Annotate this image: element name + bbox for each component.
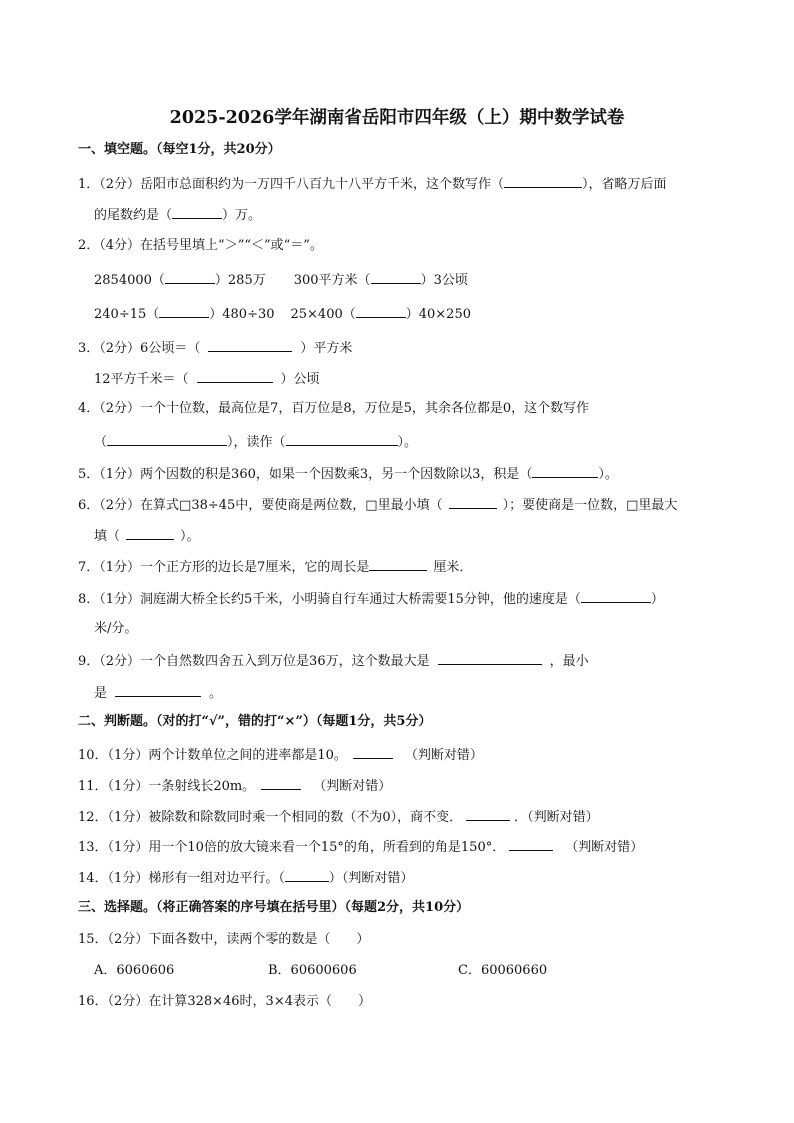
question-14-line-1 (78, 867, 413, 887)
question-6-line-2 (94, 525, 200, 545)
question-3-text-b: ）平方米 (300, 341, 353, 356)
question-10-line-1 (78, 744, 483, 764)
question-9-text-c: 是 (94, 686, 108, 701)
question-6-text-a: 6．（2分）在算式□38÷45中，要使商是两位数，□里最小填（ (78, 498, 443, 513)
question-4-text-b: （ (94, 435, 108, 450)
answer-blank[interactable] (356, 303, 406, 318)
question-6-text-c: 填（ (94, 529, 121, 544)
question-13-text-b: （判断对错） (565, 840, 644, 855)
question-1-line-1 (78, 173, 667, 193)
answer-blank[interactable] (197, 368, 273, 383)
section-true-false: 二、判断题。（对的打“√”，错的打“×”）（每题1分，共5分） (78, 714, 432, 729)
question-2-r1c: 300平方米（ (293, 273, 371, 288)
question-4-line-2 (94, 431, 417, 451)
question-1-text-b: ），省略万后面 (582, 177, 667, 192)
question-3-line-1 (78, 337, 352, 357)
question-14-text-a: 14．（1分）梯形有一组对边平行。（ (78, 871, 285, 886)
question-8-text-b: ） (650, 592, 664, 607)
option-c[interactable]: C．60060660 (458, 963, 548, 978)
question-9-text-b: ，最小 (549, 654, 589, 669)
question-5-text-a: 5．（1分）两个因数的积是360，如果一个因数乘3，另一个因数除以3，积是（ (78, 467, 533, 482)
question-2-r2b: ）480÷30 (209, 307, 275, 322)
question-2-row-1 (94, 269, 468, 289)
question-8-line-1 (78, 588, 664, 608)
question-9-line-2 (94, 682, 222, 702)
question-15-line-1: 15．（2分）下面各数中，读两个零的数是（ ） (78, 932, 370, 947)
section-multiple-choice: 三、选择题。（将正确答案的序号填在括号里）（每题2分，共10分） (78, 900, 470, 915)
question-3-text-c: 12平方千米＝（ (94, 372, 189, 387)
answer-blank[interactable] (371, 269, 421, 284)
question-1-text-a: 1．（2分）岳阳市总面积约为一万四千八百九十八平方千米，这个数写作（ (78, 177, 505, 192)
question-4-text-c: ），读作（ (227, 435, 286, 450)
question-7-line-1 (78, 556, 472, 576)
question-4-text-d: ）。 (397, 435, 418, 450)
question-1-text-d: ）万。 (222, 208, 262, 223)
question-3-text-d: ）公顷 (280, 372, 320, 387)
answer-blank[interactable] (369, 556, 427, 571)
question-7-text-b: 厘米． (433, 560, 473, 575)
answer-blank[interactable] (115, 682, 201, 697)
question-2-r1b: ）285万 (214, 273, 266, 288)
question-2-r2d: ）40×250 (405, 307, 471, 322)
question-2-row-2 (94, 303, 471, 323)
question-12-text-a: 12．（1分）被除数和除数同时乘一个相同的数（不为0），商不变． (78, 810, 463, 825)
question-8-text-a: 8．（1分）洞庭湖大桥全长约5千米，小明骑自行车通过大桥需要15分钟，他的速度是（ (78, 592, 581, 607)
question-5-text-b: ）。 (598, 467, 618, 482)
answer-blank[interactable] (285, 867, 329, 882)
question-2-r2c: 25×400（ (290, 307, 356, 322)
option-a[interactable]: A．6060606 (94, 963, 175, 978)
question-9-text-a: 9．（2分）一个自然数四舍五入到万位是36万，这个数最大是 (78, 654, 430, 669)
answer-blank[interactable] (581, 588, 651, 603)
answer-blank[interactable] (532, 463, 598, 478)
section-fill-in: 一、填空题。（每空1分，共20分） (78, 142, 281, 157)
question-3-text-a: 3．（2分）6公顷＝（ (78, 341, 201, 356)
question-6-text-d: ）。 (180, 529, 200, 544)
answer-blank[interactable] (504, 173, 582, 188)
question-1-text-c: 的尾数约是（ (94, 208, 173, 223)
question-8-line-2: 米/分。 (94, 621, 138, 636)
question-6-text-b: ）；要使商是一位数，□里最大 (502, 498, 678, 513)
answer-blank[interactable] (165, 269, 215, 284)
question-14-text-b: ）（判断对错） (328, 871, 414, 886)
question-2-r2a: 240÷15（ (94, 307, 160, 322)
question-13-line-1 (78, 836, 643, 856)
answer-blank[interactable] (353, 744, 393, 759)
question-16-line-1: 16．（2分）在计算328×46时，3×4表示（ ） (78, 994, 371, 1009)
question-13-text-a: 13．（1分）用一个10倍的放大镜来看一个15°的角，所看到的角是150°． (78, 840, 506, 855)
question-7-text-a: 7．（1分）一个正方形的边长是7厘米，它的周长是 (78, 560, 370, 575)
exam-title: 2025-2026学年湖南省岳阳市四年级（上）期中数学试卷 (169, 108, 625, 128)
question-2-r1a: 2854000（ (94, 273, 165, 288)
question-11-text-a: 11．（1分）一条射线长20m。 (78, 779, 256, 794)
question-12-line-1 (78, 806, 599, 826)
answer-blank[interactable] (126, 525, 174, 540)
question-4-line-1: 4．（2分）一个十位数，最高位是7，百万位是8，万位是5，其余各位都是0，这个数写作 (78, 401, 590, 416)
question-11-text-b: （判断对错） (313, 779, 392, 794)
question-10-text-a: 10．（1分）两个计数单位之间的进率都是10。 (78, 748, 347, 763)
question-11-line-1 (78, 775, 391, 795)
question-6-line-1 (78, 494, 677, 514)
answer-blank[interactable] (261, 775, 301, 790)
answer-blank[interactable] (438, 650, 542, 665)
answer-blank[interactable] (208, 337, 292, 352)
answer-blank[interactable] (466, 806, 510, 821)
answer-blank[interactable] (286, 431, 398, 446)
question-10-text-b: （判断对错） (404, 748, 483, 763)
answer-blank[interactable] (159, 303, 209, 318)
answer-blank[interactable] (172, 204, 222, 219)
question-3-line-2 (94, 368, 320, 388)
question-1-line-2 (94, 204, 261, 224)
option-b[interactable]: B．60600606 (268, 963, 357, 978)
answer-blank[interactable] (107, 431, 227, 446)
question-12-text-b: ．（判断对错） (514, 810, 599, 825)
answer-blank[interactable] (449, 494, 497, 509)
question-9-text-d: 。 (209, 686, 223, 701)
question-2-r1d: ）3公顷 (420, 273, 468, 288)
answer-blank[interactable] (509, 836, 553, 851)
question-5-line-1 (78, 463, 618, 483)
question-15-options (94, 961, 547, 981)
question-9-line-1 (78, 650, 589, 670)
question-2-line-1: 2．（4分）在括号里填上“＞”“＜”或“＝”。 (78, 238, 323, 253)
